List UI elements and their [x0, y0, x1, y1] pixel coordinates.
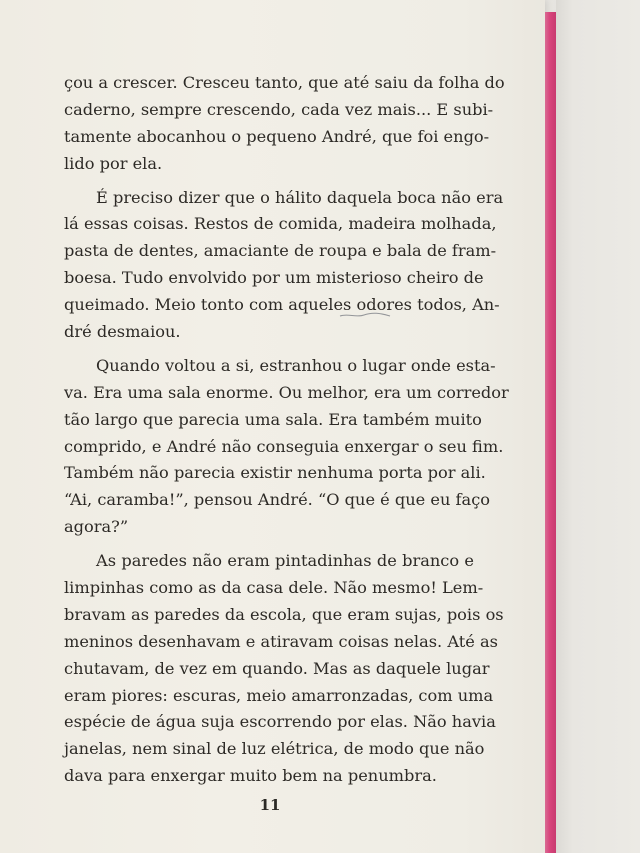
page-number: 11 — [259, 796, 281, 814]
paragraph-2 — [64, 185, 504, 346]
pencil-underline-mark — [338, 310, 392, 320]
text-line: limpinhas como as da casa dele. Não mesmo! Lem- — [64, 578, 484, 598]
text-line: As paredes não eram pintadinhas de branco e — [96, 551, 474, 571]
text-line: meninos desenhavam e atiravam coisas nelas. Até as — [64, 631, 498, 651]
text-line: bravam as paredes da escola, que eram sujas, pois os — [64, 604, 504, 624]
text-line: eram piores: escuras, meio amarronzadas, com uma — [64, 685, 494, 705]
background-surface — [556, 0, 640, 853]
text-line: agora?” — [64, 517, 129, 537]
text-line: tamente abocanhou o pequeno André, que foi engo- — [64, 126, 490, 146]
text-line: pasta de dentes, amaciante de roupa e bala de fram- — [64, 241, 497, 261]
text-line: dava para enxergar muito bem na penumbra. — [64, 766, 437, 786]
text-line: Também não parecia existir nenhuma porta por ali. — [64, 463, 486, 483]
text-line: espécie de água suja escorrendo por elas. Não havia — [64, 712, 496, 732]
text-line: tão largo que parecia uma sala. Era também muito — [64, 409, 482, 429]
text-line: É preciso dizer que o hálito daquela boca não era — [96, 187, 504, 207]
text-line: janelas, nem sinal de luz elétrica, de modo que não — [64, 739, 485, 759]
text-line: Quando voltou a si, estranhou o lugar onde esta- — [96, 355, 496, 375]
text-line: boesa. Tudo envolvido por um misterioso cheiro de — [64, 268, 484, 288]
pink-page-edge — [545, 12, 556, 853]
text-line: lido por ela. — [64, 153, 163, 173]
text-line: “Ai, caramba!”, pensou André. “O que é que eu faço — [64, 490, 491, 510]
text-line: va. Era uma sala enorme. Ou melhor, era um corredor — [64, 382, 509, 402]
body-text — [64, 70, 509, 790]
paragraph-4 — [64, 548, 504, 790]
text-line: comprido, e André não conseguia enxergar o seu fim. — [64, 436, 504, 456]
paragraph-1 — [64, 70, 505, 178]
text-line: çou a crescer. Cresceu tanto, que até saiu da folha do — [64, 73, 505, 92]
text-line: caderno, sempre crescendo, cada vez mais... E subi- — [64, 99, 494, 119]
paragraph-3 — [64, 353, 509, 541]
text-line: lá essas coisas. Restos de comida, madeira molhada, — [64, 214, 497, 234]
text-line: queimado. Meio tonto com aqueles odores todos, An- — [64, 295, 500, 315]
text-line: dré desmaiou. — [64, 322, 181, 342]
text-line: chutavam, de vez em quando. Mas as daquele lugar — [64, 658, 490, 678]
